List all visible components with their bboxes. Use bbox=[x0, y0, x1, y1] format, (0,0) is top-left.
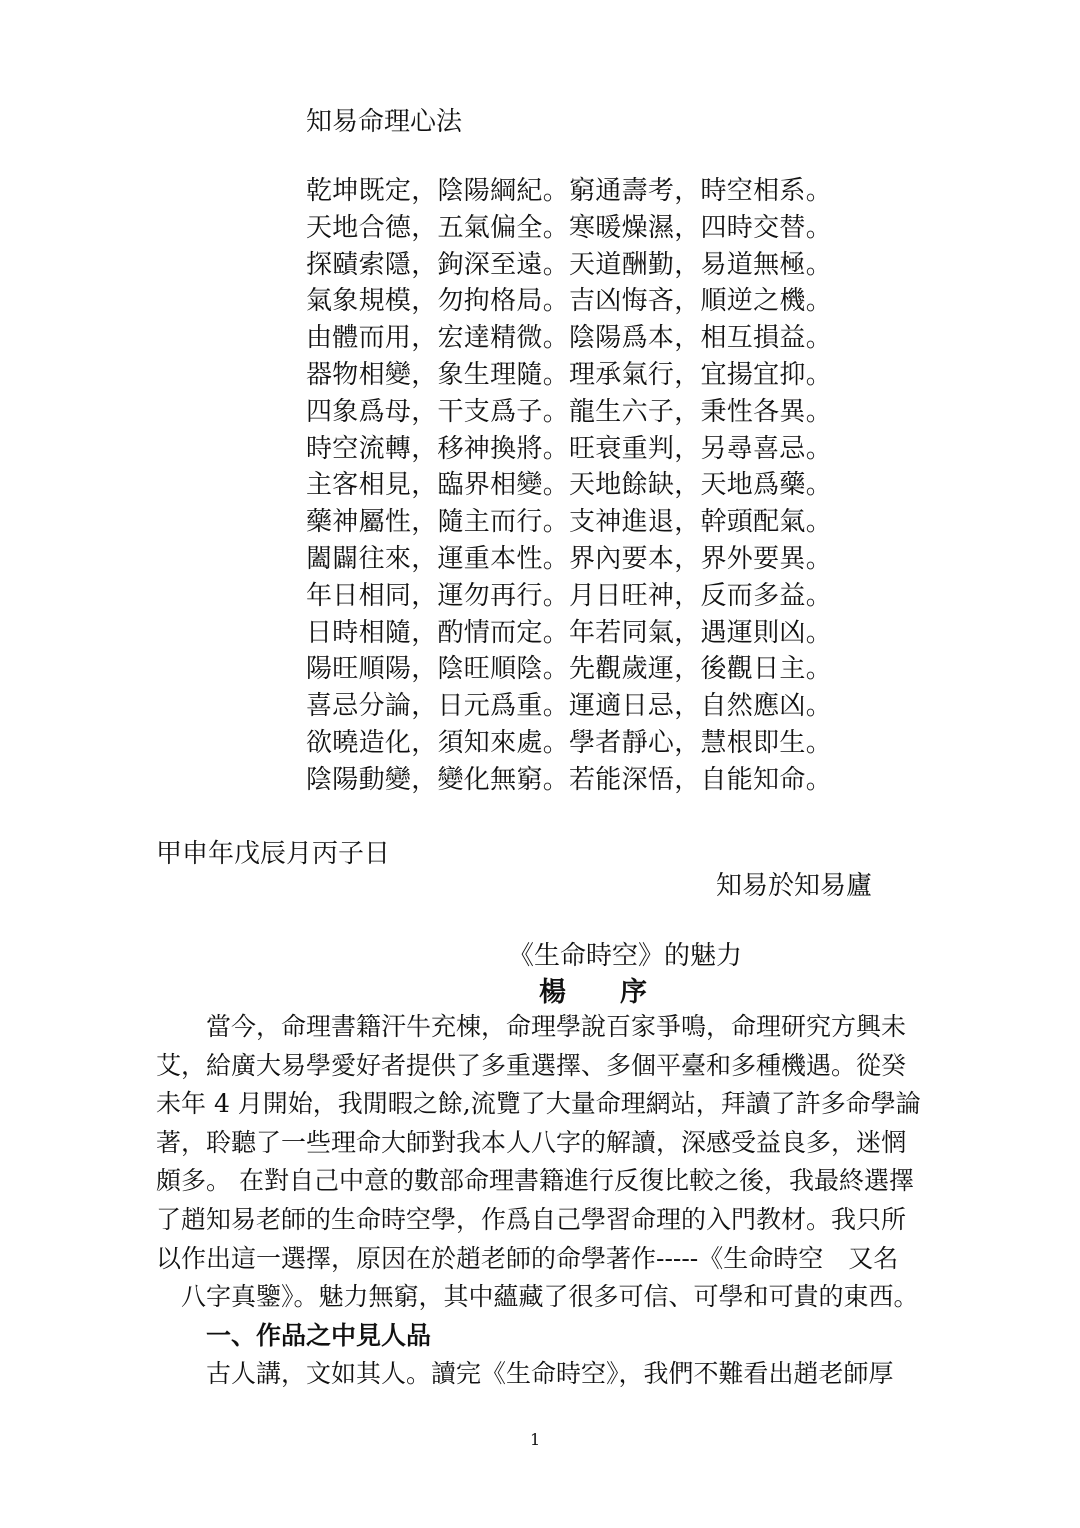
poem-date: 甲申年戊辰月丙子日 bbox=[156, 839, 391, 869]
body-line: 著，聆聽了一些理命大師對我本人八字的解讀，深感受益良多，迷惘 bbox=[156, 1127, 907, 1157]
poem-signature: 知易於知易廬 bbox=[716, 871, 873, 901]
poem-line: 主客相見，臨界相變。天地餘缺，天地爲藥。 bbox=[306, 470, 833, 501]
poem-line: 由體而用，宏達精微。陰陽爲本，相互損益。 bbox=[306, 323, 833, 354]
poem-line: 乾坤既定，陰陽綱紀。窮通壽考，時空相系。 bbox=[306, 176, 833, 206]
body-line: 艾，給廣大易學愛好者提供了多重選擇、多個平臺和多種機遇。從癸 bbox=[156, 1050, 907, 1080]
poem-line: 陰陽動變，變化無窮。若能深悟，自能知命。 bbox=[306, 764, 833, 795]
poem-line: 時空流轉，移神換將。旺衰重判，另尋喜忌。 bbox=[306, 433, 833, 464]
section-heading: 一、作品之中見人品 bbox=[156, 1320, 432, 1350]
body-line: 古人講，文如其人。讀完《生命時空》，我們不難看出趙老師厚 bbox=[156, 1359, 894, 1389]
poem-line: 四象爲母，干支爲子。龍生六子，秉性各異。 bbox=[306, 396, 833, 427]
poem-line: 器物相變，象生理隨。理承氣行，宜揚宜抑。 bbox=[306, 359, 833, 390]
body-line: 當今，命理書籍汗牛充棟，命理學說百家爭鳴，命理研究方興未 bbox=[156, 1012, 907, 1041]
poem-line: 陽旺順陽，陰旺順陰。先觀歲運，後觀日主。 bbox=[306, 654, 833, 685]
poem-line: 闔闢往來，運重本性。界內要本，界外要異。 bbox=[306, 543, 833, 574]
article-title: 《生命時空》的魅力 bbox=[508, 941, 743, 971]
poem-line: 探賾索隱，鉤深至遠。天道酬勤，易道無極。 bbox=[306, 249, 833, 280]
poem-line: 年日相同，運勿再行。月日旺神，反而多益。 bbox=[306, 580, 833, 611]
poem-line: 天地合德，五氣偏全。寒暖燥濕，四時交替。 bbox=[306, 212, 833, 243]
body-line: 頗多。 在對自己中意的數部命理書籍進行反復比較之後，我最終選擇 bbox=[156, 1166, 914, 1196]
poem-body bbox=[306, 173, 832, 799]
poem-line: 氣象規模，勿拘格局。吉凶悔吝，順逆之機。 bbox=[306, 286, 833, 317]
poem-line: 欲曉造化，須知來處。學者靜心，慧根即生。 bbox=[306, 727, 833, 758]
article-author: 楊 序 bbox=[539, 977, 647, 1008]
article-body bbox=[156, 1008, 936, 1394]
body-line: 八字真鑒》。魅力無窮，其中蘊藏了很多可信、可學和可貴的東西。 bbox=[156, 1282, 919, 1312]
body-line: 以作出這一選擇，原因在於趙老師的命學著作-----《生命時空 又名 bbox=[156, 1243, 899, 1273]
page-number: 1 bbox=[530, 1430, 541, 1449]
poem-line: 日時相隨，酌情而定。年若同氣，遇運則凶。 bbox=[306, 617, 833, 648]
body-line: 未年 4 月開始，我閒暇之餘,流覽了大量命理網站，拜讀了許多命學論 bbox=[156, 1089, 921, 1119]
poem-line: 喜忌分論，日元爲重。運適日忌，自然應凶。 bbox=[306, 691, 833, 722]
poem-title: 知易命理心法 bbox=[306, 107, 463, 137]
body-line: 了趙知易老師的生命時空學，作爲自己學習命理的入門教材。我只所 bbox=[156, 1204, 907, 1234]
poem-line: 藥神屬性，隨主而行。支神進退，幹頭配氣。 bbox=[306, 507, 833, 538]
